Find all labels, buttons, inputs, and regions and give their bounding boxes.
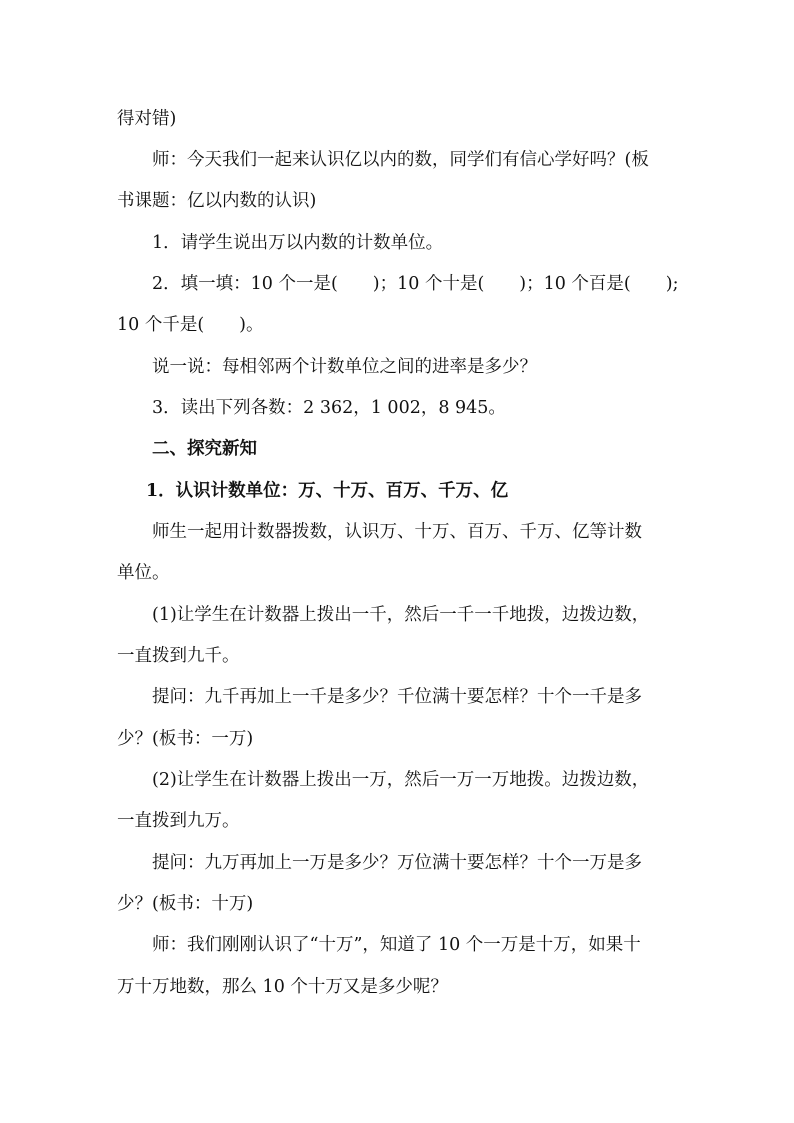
text-line: (2)让学生在计数器上拨出一万，然后一万一万地拨。边拨边数， <box>152 770 650 790</box>
text-line: 师：今天我们一起来认识亿以内的数，同学们有信心学好吗？(板 <box>152 150 649 170</box>
text-line: 2．填一填：10 个一是( )；10 个十是( )；10 个百是( ); <box>152 274 679 294</box>
text-line: 得对错) <box>117 109 177 129</box>
text-line: 少？(板书：十万) <box>117 894 254 914</box>
text-line: 师：我们刚刚认识了“十万”，知道了 10 个一万是十万，如果十 <box>152 935 641 955</box>
section-heading: 二、探究新知 <box>152 439 257 459</box>
subsection-heading: 1．认识计数单位：万、十万、百万、千万、亿 <box>146 481 509 501</box>
text-line: 书课题：亿以内数的认识) <box>117 191 317 211</box>
text-line: 一直拨到九万。 <box>117 811 240 831</box>
text-line: 3．读出下列各数：2 362，1 002，8 945。 <box>152 398 506 418</box>
text-line: 单位。 <box>117 563 170 583</box>
text-line: 10 个千是( )。 <box>117 315 264 335</box>
text-line: 万十万地数，那么 10 个十万又是多少呢？ <box>117 977 448 997</box>
text-line: 师生一起用计数器拨数，认识万、十万、百万、千万、亿等计数 <box>152 522 642 542</box>
text-line: 说一说：每相邻两个计数单位之间的进率是多少？ <box>152 357 537 377</box>
text-line: 一直拨到九千。 <box>117 646 240 666</box>
text-line: 提问：九万再加上一万是多少？万位满十要怎样？十个一万是多 <box>152 853 642 873</box>
text-line: 少？(板书：一万) <box>117 729 254 749</box>
text-line: (1)让学生在计数器上拨出一千，然后一千一千地拨，边拨边数， <box>152 605 650 625</box>
text-line: 提问：九千再加上一千是多少？千位满十要怎样？十个一千是多 <box>152 687 642 707</box>
text-line: 1．请学生说出万以内数的计数单位。 <box>152 233 444 253</box>
